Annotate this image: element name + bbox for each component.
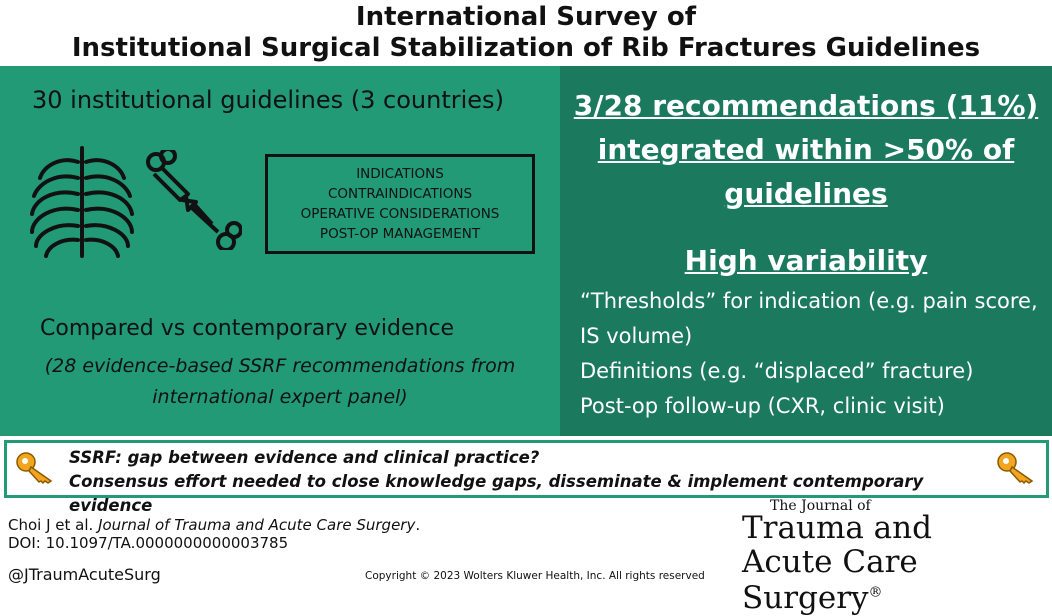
title-line-2: Institutional Surgical Stabilization of Rib Fractures Guidelines [71, 33, 981, 63]
citation-doi: DOI: 10.1097/TA.0000000000003785 [8, 534, 289, 552]
journal-logo-line-2 [742, 544, 1052, 616]
evidence-note-line-1: (28 evidence-based SSRF recommendations from [44, 355, 516, 377]
variability-item-definitions: Definitions (e.g. “displaced” fracture) [580, 359, 974, 383]
citation-period: . [415, 516, 421, 534]
ribcage-icon [26, 144, 138, 264]
key-icon [996, 451, 1036, 485]
recommendations-heading-line-2: integrated within >50% of [597, 133, 1015, 166]
title-line-1: International Survey of [355, 2, 697, 32]
registered-mark: ® [868, 584, 883, 601]
journal-logo-line-1: Trauma and [742, 510, 932, 546]
variability-heading: High variability [684, 244, 928, 277]
checklist-post-op-management: POST-OP MANAGEMENT [319, 226, 481, 242]
variability-item-thresholds: “Thresholds” for indication (e.g. pain score, IS volume) [580, 289, 1038, 348]
recommendations-heading-line-3: guidelines [724, 177, 888, 210]
compared-heading: Compared vs contemporary evidence [40, 316, 455, 341]
key-message-line-1: SSRF: gap between evidence and clinical practice? [69, 448, 540, 467]
checklist-contraindications: CONTRAINDICATIONS [327, 186, 473, 202]
copyright-notice: Copyright © 2023 Wolters Kluwer Health, Inc. All rights reserved [365, 570, 705, 582]
fractured-bone-icon [142, 150, 242, 250]
journal-logo-name: Acute Care Surgery [742, 544, 918, 616]
evidence-note-line-2: international expert panel) [152, 386, 408, 408]
recommendations-heading [560, 84, 1052, 216]
citation-journal: Journal of Trauma and Acute Care Surgery [98, 516, 416, 534]
checklist-indications: INDICATIONS [356, 166, 444, 182]
guideline-checklist [265, 154, 535, 254]
guidelines-count: 30 institutional guidelines (3 countries) [32, 86, 504, 114]
journal-logo-the-journal-of: The Journal of [770, 498, 871, 514]
evidence-note [10, 351, 550, 413]
variability-list [580, 284, 1050, 424]
left-panel [0, 66, 560, 436]
citation [8, 516, 420, 552]
right-panel [560, 66, 1052, 436]
twitter-handle[interactable]: @JTraumAcuteSurg [8, 565, 161, 584]
variability-item-follow-up: Post-op follow-up (CXR, clinic visit) [580, 394, 945, 418]
key-message-line-2: Consensus effort needed to close knowledge gaps, disseminate & implement contemporary evidence [69, 472, 924, 515]
citation-authors: Choi J et al. [8, 516, 94, 534]
checklist-operative-considerations: OPERATIVE CONSIDERATIONS [300, 206, 500, 222]
key-icon [15, 451, 55, 485]
page-title [0, 2, 1052, 64]
recommendations-heading-line-1: 3/28 recommendations (11%) [573, 89, 1039, 122]
